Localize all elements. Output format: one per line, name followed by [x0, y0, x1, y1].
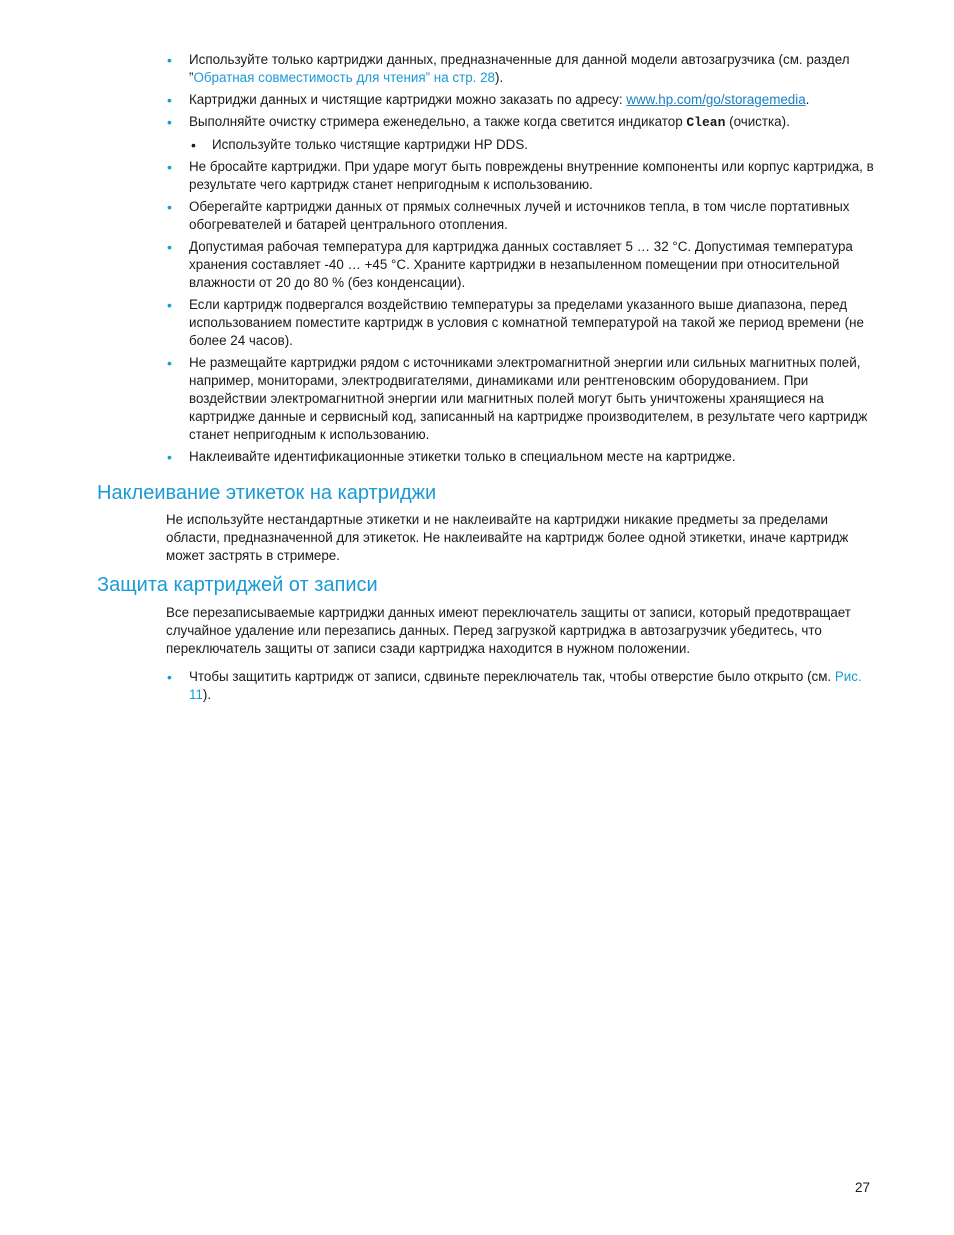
list-item: • Оберегайте картриджи данных от прямых солнечных лучей и источников тепла, в том числе портативных обогревателей и батарей центрального отопления. — [166, 198, 876, 234]
list-item: • Картриджи данных и чистящие картриджи можно заказать по адресу: www.hp.com/go/storagemedia. — [166, 91, 876, 109]
list-item: • Чтобы защитить картридж от записи, сдвиньте переключатель так, чтобы отверстие было открыто (см. Рис. 11). — [166, 668, 876, 704]
storagemedia-url-link[interactable]: www.hp.com/go/storagemedia — [626, 92, 806, 107]
section-paragraph-labels: Не используйте нестандартные этикетки и не наклеивайте на картриджи никакие предметы за пределами области, предназначенной для этикеток. Не наклеивайте на картридж более одной этикетки, иначе картридж может застрять в стримере. — [166, 512, 849, 563]
section-paragraph-write-protect: Все перезаписываемые картриджи данных имеют переключатель защиты от записи, который предотвращает случайное удаление или перезапись данных. Перед загрузкой картриджа в автозагрузчик убедитесь, что переключатель защиты от записи сзади картриджа находится в нужном положении. — [166, 605, 851, 656]
list-item: • Наклеивайте идентификационные этикетки только в специальном месте на картридже. — [166, 448, 876, 466]
section-heading-write-protect: Защита картриджей от записи — [97, 574, 378, 596]
cross-reference-link[interactable]: Обратная совместимость для чтения” на стр. 28 — [193, 70, 495, 85]
list-item: • Используйте только картриджи данных, предназначенные для данной модели автозагрузчика (см. раздел ”Обратная совместимость для чтения” на стр. 28). — [166, 51, 876, 87]
write-protect-list — [166, 668, 876, 708]
sub-list-item: • Используйте только чистящие картриджи HP DDS. — [166, 136, 876, 154]
list-item: • Не бросайте картриджи. При ударе могут быть повреждены внутренние компоненты или корпус картриджа, в результате чего картридж станет непригодным к использованию. — [166, 158, 876, 194]
list-item: • Допустимая рабочая температура для картриджа данных составляет 5 … 32 °C. Допустимая температура хранения составляет -40 … +45 °C. Храните картриджи в незапыленном помещении при относительной влажности от 20 до 80 % (без конденсации). — [166, 238, 876, 292]
list-item: • Если картридж подвергался воздействию температуры за пределами указанного выше диапазона, перед использованием поместите картридж в условия с комнатной температурой на такой же период времени (не более 24 часов). — [166, 296, 876, 350]
figure-reference-link[interactable]: Рис. 11 — [189, 669, 862, 702]
cartridge-care-list — [166, 51, 876, 470]
page-number: 27 — [855, 1180, 870, 1195]
clean-indicator-code: Clean — [686, 115, 726, 130]
list-item: • Выполняйте очистку стримера еженедельно, а также когда светится индикатор Clean (очистка). — [166, 113, 876, 132]
list-item: • Не размещайте картриджи рядом с источниками электромагнитной энергии или сильных магнитных полей, например, мониторами, электродвигателями, динамиками или рентгеновским оборудованием. При воздействии электромагнитной энергии или магнитных полей могут быть уничтожены хранящиеся на картридже данные и сервисный код, записанный на картридже производителем, в результате чего картридж станет непригодным к использованию. — [166, 354, 876, 444]
section-heading-labels: Наклеивание этикеток на картриджи — [97, 482, 437, 504]
